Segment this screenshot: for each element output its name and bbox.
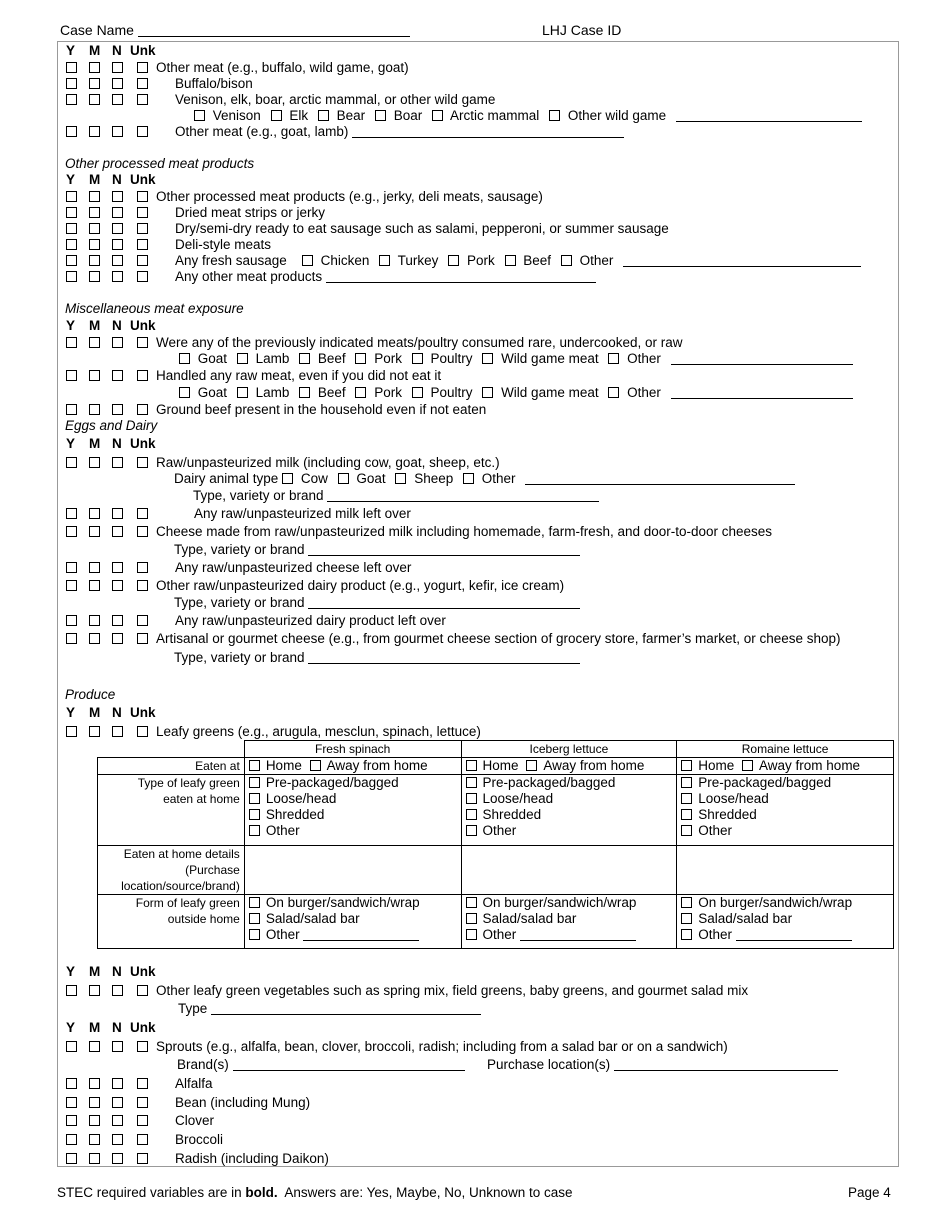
maybe-checkbox[interactable] bbox=[89, 615, 100, 626]
other-form-field[interactable] bbox=[303, 928, 419, 941]
venison-question: Venison, elk, boar, arctic mammal, or other wild game bbox=[175, 92, 496, 107]
sprout-broccoli: Broccoli bbox=[175, 1132, 224, 1147]
unk-checkbox[interactable] bbox=[137, 615, 148, 626]
no-checkbox[interactable] bbox=[112, 255, 123, 266]
maybe-checkbox[interactable] bbox=[89, 580, 100, 591]
pork-checkbox[interactable] bbox=[355, 387, 366, 398]
maybe-checkbox[interactable] bbox=[89, 1115, 100, 1126]
handled-raw-meat-question: Handled any raw meat, even if you did not eat it bbox=[156, 368, 442, 383]
maybe-checkbox[interactable] bbox=[89, 1097, 100, 1108]
maybe-checkbox[interactable] bbox=[89, 255, 100, 266]
other-meat-checkbox[interactable] bbox=[608, 353, 619, 364]
loose-head-checkbox[interactable] bbox=[466, 793, 477, 804]
dairy-animal-type: Dairy animal type Cow Goat Sheep Other bbox=[174, 471, 795, 487]
section-title-misc: Miscellaneous meat exposure bbox=[65, 301, 244, 316]
maybe-checkbox[interactable] bbox=[89, 562, 100, 573]
bear-checkbox[interactable] bbox=[318, 110, 329, 121]
other-leafy-type: Type bbox=[178, 1001, 481, 1017]
unk-checkbox[interactable] bbox=[137, 126, 148, 137]
dried-meat-question: Dried meat strips or jerky bbox=[175, 205, 326, 220]
yes-checkbox[interactable] bbox=[66, 255, 77, 266]
rare-meat-question: Were any of the previously indicated meats/poultry consumed rare, undercooked, or raw bbox=[156, 335, 683, 350]
goat-checkbox[interactable] bbox=[179, 387, 190, 398]
beef-checkbox[interactable] bbox=[505, 255, 516, 266]
no-checkbox[interactable] bbox=[112, 223, 123, 234]
unk-checkbox[interactable] bbox=[137, 562, 148, 573]
form-outside-cell: On burger/sandwich/wrap Salad/salad bar Other bbox=[244, 895, 461, 949]
answer-checkboxes bbox=[66, 724, 156, 738]
no-checkbox[interactable] bbox=[112, 526, 123, 537]
maybe-checkbox[interactable] bbox=[89, 985, 100, 996]
answer-checkboxes bbox=[66, 578, 156, 592]
no-checkbox[interactable] bbox=[112, 78, 123, 89]
answer-checkboxes bbox=[66, 506, 156, 520]
raw-cheese-question: Cheese made from raw/unpasteurized milk including homemade, farm-fresh, and door-to-door cheeses bbox=[156, 524, 773, 539]
maybe-checkbox[interactable] bbox=[89, 1153, 100, 1164]
artisanal-type-brand-field[interactable] bbox=[308, 651, 580, 664]
other-meat-field[interactable] bbox=[352, 125, 624, 138]
loose-head-checkbox[interactable] bbox=[681, 793, 692, 804]
yes-checkbox[interactable] bbox=[66, 94, 77, 105]
deli-question: Deli-style meats bbox=[175, 237, 272, 252]
goat-checkbox[interactable] bbox=[338, 473, 349, 484]
answer-checkboxes bbox=[66, 455, 156, 469]
dairy-type-brand: Type, variety or brand bbox=[174, 595, 580, 611]
yes-checkbox[interactable] bbox=[66, 191, 77, 202]
unk-checkbox[interactable] bbox=[137, 457, 148, 468]
unk-checkbox[interactable] bbox=[137, 1097, 148, 1108]
boar-checkbox[interactable] bbox=[375, 110, 386, 121]
answer-checkboxes bbox=[66, 1113, 156, 1127]
unk-checkbox[interactable] bbox=[137, 271, 148, 282]
ground-beef-question: Ground beef present in the household even if not eaten bbox=[156, 402, 487, 417]
unk-checkbox[interactable] bbox=[137, 404, 148, 415]
home-checkbox[interactable] bbox=[681, 760, 692, 771]
beef-checkbox[interactable] bbox=[299, 353, 310, 364]
maybe-checkbox[interactable] bbox=[89, 1134, 100, 1145]
no-checkbox[interactable] bbox=[112, 94, 123, 105]
maybe-checkbox[interactable] bbox=[89, 370, 100, 381]
other-form-checkbox[interactable] bbox=[249, 929, 260, 940]
answer-checkboxes bbox=[66, 1076, 156, 1090]
rare-meat-options: Goat Lamb Beef Pork Poultry Wild game meat Other bbox=[179, 351, 853, 367]
answer-checkboxes bbox=[66, 1039, 156, 1053]
home-checkbox[interactable] bbox=[466, 760, 477, 771]
burger-checkbox[interactable] bbox=[466, 897, 477, 908]
no-checkbox[interactable] bbox=[112, 1078, 123, 1089]
yes-checkbox[interactable] bbox=[66, 1115, 77, 1126]
maybe-checkbox[interactable] bbox=[89, 726, 100, 737]
unk-checkbox[interactable] bbox=[137, 239, 148, 250]
home-details-cell[interactable] bbox=[677, 846, 894, 895]
yes-checkbox[interactable] bbox=[66, 1153, 77, 1164]
other-wild-game-field[interactable] bbox=[676, 109, 862, 122]
unk-checkbox[interactable] bbox=[137, 526, 148, 537]
loose-head-checkbox[interactable] bbox=[249, 793, 260, 804]
other-animal-field[interactable] bbox=[525, 472, 795, 485]
answer-checkboxes bbox=[66, 613, 156, 627]
lhj-case-id-label: LHJ Case ID bbox=[542, 22, 622, 38]
col-fresh-spinach: Fresh spinach bbox=[244, 741, 461, 758]
answer-checkboxes bbox=[66, 402, 156, 416]
home-details-cell[interactable] bbox=[244, 846, 461, 895]
maybe-checkbox[interactable] bbox=[89, 191, 100, 202]
other-wild-game-checkbox[interactable] bbox=[549, 110, 560, 121]
yes-checkbox[interactable] bbox=[66, 615, 77, 626]
sprouts-brand-purchase: Brand(s) Purchase location(s) bbox=[177, 1057, 838, 1073]
no-checkbox[interactable] bbox=[112, 239, 123, 250]
milk-type-brand-field[interactable] bbox=[327, 489, 599, 502]
unk-checkbox[interactable] bbox=[137, 1041, 148, 1052]
maybe-checkbox[interactable] bbox=[89, 337, 100, 348]
other-sausage-checkbox[interactable] bbox=[561, 255, 572, 266]
no-checkbox[interactable] bbox=[112, 508, 123, 519]
yes-checkbox[interactable] bbox=[66, 633, 77, 644]
maybe-checkbox[interactable] bbox=[89, 126, 100, 137]
unk-checkbox[interactable] bbox=[137, 78, 148, 89]
sprout-radish: Radish (including Daikon) bbox=[175, 1151, 329, 1166]
other-type-checkbox[interactable] bbox=[466, 825, 477, 836]
case-name-field[interactable] bbox=[138, 24, 410, 37]
yes-checkbox[interactable] bbox=[66, 580, 77, 591]
cheese-type-brand: Type, variety or brand bbox=[174, 542, 580, 558]
no-checkbox[interactable] bbox=[112, 1134, 123, 1145]
fresh-sausage-question: Any fresh sausage Chicken Turkey Pork Beef Other bbox=[175, 253, 861, 269]
artisanal-type-brand: Type, variety or brand bbox=[174, 650, 580, 666]
burger-checkbox[interactable] bbox=[681, 897, 692, 908]
type-home-cell: Pre-packaged/bagged Loose/head Shredded Other bbox=[677, 775, 894, 846]
maybe-checkbox[interactable] bbox=[89, 207, 100, 218]
prepackaged-checkbox[interactable] bbox=[249, 777, 260, 788]
salad-bar-checkbox[interactable] bbox=[681, 913, 692, 924]
other-form-checkbox[interactable] bbox=[681, 929, 692, 940]
row-form-outside: Form of leafy green outside home bbox=[98, 895, 245, 949]
home-details-cell[interactable] bbox=[461, 846, 677, 895]
beef-checkbox[interactable] bbox=[299, 387, 310, 398]
other-sausage-field[interactable] bbox=[623, 254, 861, 267]
turkey-checkbox[interactable] bbox=[379, 255, 390, 266]
sprout-bean: Bean (including Mung) bbox=[175, 1095, 311, 1110]
unk-checkbox[interactable] bbox=[137, 508, 148, 519]
row-eaten-at: Eaten at bbox=[98, 758, 245, 775]
maybe-checkbox[interactable] bbox=[89, 1041, 100, 1052]
maybe-checkbox[interactable] bbox=[89, 404, 100, 415]
pork-checkbox[interactable] bbox=[448, 255, 459, 266]
goat-checkbox[interactable] bbox=[179, 353, 190, 364]
answer-checkboxes bbox=[66, 76, 156, 90]
answer-checkboxes bbox=[66, 221, 156, 235]
any-other-meat-question: Any other meat products bbox=[175, 269, 596, 285]
maybe-checkbox[interactable] bbox=[89, 94, 100, 105]
other-leafy-question: Other leafy green vegetables such as spring mix, field greens, baby greens, and gourmet salad mix bbox=[156, 983, 749, 998]
answer-checkboxes bbox=[66, 335, 156, 349]
case-name-label: Case Name bbox=[60, 22, 410, 38]
artisanal-cheese-question: Artisanal or gourmet cheese (e.g., from gourmet cheese section of grocery store, farmer’s market, or cheese shop) bbox=[156, 631, 841, 646]
unk-checkbox[interactable] bbox=[137, 337, 148, 348]
answer-checkboxes bbox=[66, 205, 156, 219]
answer-checkboxes bbox=[66, 1151, 156, 1165]
unk-checkbox[interactable] bbox=[137, 633, 148, 644]
other-leafy-type-field[interactable] bbox=[211, 1002, 481, 1015]
answer-checkboxes bbox=[66, 368, 156, 382]
yes-checkbox[interactable] bbox=[66, 526, 77, 537]
unk-checkbox[interactable] bbox=[137, 191, 148, 202]
unk-checkbox[interactable] bbox=[137, 1115, 148, 1126]
other-type-checkbox[interactable] bbox=[681, 825, 692, 836]
unk-checkbox[interactable] bbox=[137, 223, 148, 234]
shredded-checkbox[interactable] bbox=[466, 809, 477, 820]
yes-checkbox[interactable] bbox=[66, 508, 77, 519]
maybe-checkbox[interactable] bbox=[89, 633, 100, 644]
yes-checkbox[interactable] bbox=[66, 1078, 77, 1089]
no-checkbox[interactable] bbox=[112, 191, 123, 202]
other-rare-meat-field[interactable] bbox=[671, 352, 853, 365]
yes-checkbox[interactable] bbox=[66, 1097, 77, 1108]
answer-checkboxes bbox=[66, 1095, 156, 1109]
other-meat-goat-question: Other meat (e.g., goat, lamb) bbox=[175, 124, 624, 140]
salad-bar-checkbox[interactable] bbox=[249, 913, 260, 924]
maybe-checkbox[interactable] bbox=[89, 271, 100, 282]
no-checkbox[interactable] bbox=[112, 1097, 123, 1108]
answer-checkboxes bbox=[66, 1132, 156, 1146]
other-form-field[interactable] bbox=[520, 928, 636, 941]
yes-checkbox[interactable] bbox=[66, 223, 77, 234]
pork-checkbox[interactable] bbox=[355, 353, 366, 364]
no-checkbox[interactable] bbox=[112, 562, 123, 573]
yes-checkbox[interactable] bbox=[66, 457, 77, 468]
any-other-meat-field[interactable] bbox=[326, 270, 596, 283]
yes-checkbox[interactable] bbox=[66, 78, 77, 89]
dairy-left-over-question: Any raw/unpasteurized dairy product left over bbox=[175, 613, 446, 628]
answer-checkboxes bbox=[66, 983, 156, 997]
cow-checkbox[interactable] bbox=[282, 473, 293, 484]
yes-checkbox[interactable] bbox=[66, 207, 77, 218]
arctic-mammal-checkbox[interactable] bbox=[432, 110, 443, 121]
prepackaged-checkbox[interactable] bbox=[466, 777, 477, 788]
eaten-at-cell: Home Away from home bbox=[461, 758, 677, 775]
away-checkbox[interactable] bbox=[310, 760, 321, 771]
unk-checkbox[interactable] bbox=[137, 207, 148, 218]
milk-type-brand: Type, variety or brand bbox=[193, 488, 599, 504]
cheese-type-brand-field[interactable] bbox=[308, 543, 580, 556]
answer-checkboxes bbox=[66, 631, 156, 645]
other-form-checkbox[interactable] bbox=[466, 929, 477, 940]
other-animal-checkbox[interactable] bbox=[463, 473, 474, 484]
unk-checkbox[interactable] bbox=[137, 94, 148, 105]
brands-field[interactable] bbox=[233, 1058, 465, 1071]
other-form-field[interactable] bbox=[736, 928, 852, 941]
answer-checkboxes bbox=[66, 189, 156, 203]
unk-checkbox[interactable] bbox=[137, 370, 148, 381]
sprout-alfalfa: Alfalfa bbox=[175, 1076, 213, 1091]
no-checkbox[interactable] bbox=[112, 615, 123, 626]
maybe-checkbox[interactable] bbox=[89, 62, 100, 73]
sheep-checkbox[interactable] bbox=[395, 473, 406, 484]
table-corner bbox=[98, 741, 245, 758]
lamb-checkbox[interactable] bbox=[237, 353, 248, 364]
shredded-checkbox[interactable] bbox=[249, 809, 260, 820]
eaten-at-cell: Home Away from home bbox=[244, 758, 461, 775]
no-checkbox[interactable] bbox=[112, 370, 123, 381]
chicken-checkbox[interactable] bbox=[302, 255, 313, 266]
answer-checkboxes bbox=[66, 524, 156, 538]
other-meat-question: Other meat (e.g., buffalo, wild game, goat) bbox=[156, 60, 409, 75]
venison-checkbox[interactable] bbox=[194, 110, 205, 121]
maybe-checkbox[interactable] bbox=[89, 239, 100, 250]
elk-checkbox[interactable] bbox=[271, 110, 282, 121]
yes-checkbox[interactable] bbox=[66, 337, 77, 348]
lamb-checkbox[interactable] bbox=[237, 387, 248, 398]
dry-sausage-question: Dry/semi-dry ready to eat sausage such as salami, pepperoni, or summer sausage bbox=[175, 221, 669, 236]
footer-note: STEC required variables are in bold. Answers are: Yes, Maybe, No, Unknown to case bbox=[57, 1185, 573, 1200]
type-home-cell: Pre-packaged/bagged Loose/head Shredded Other bbox=[244, 775, 461, 846]
unk-checkbox[interactable] bbox=[137, 985, 148, 996]
unk-checkbox[interactable] bbox=[137, 1134, 148, 1145]
maybe-checkbox[interactable] bbox=[89, 457, 100, 468]
type-home-cell: Pre-packaged/bagged Loose/head Shredded Other bbox=[461, 775, 677, 846]
unk-checkbox[interactable] bbox=[137, 1078, 148, 1089]
dairy-type-brand-field[interactable] bbox=[308, 596, 580, 609]
yes-checkbox[interactable] bbox=[66, 271, 77, 282]
answer-checkboxes bbox=[66, 124, 156, 138]
poultry-checkbox[interactable] bbox=[412, 353, 423, 364]
unk-checkbox[interactable] bbox=[137, 580, 148, 591]
away-checkbox[interactable] bbox=[526, 760, 537, 771]
leafy-greens-table bbox=[97, 740, 894, 949]
no-checkbox[interactable] bbox=[112, 271, 123, 282]
salad-bar-checkbox[interactable] bbox=[466, 913, 477, 924]
no-checkbox[interactable] bbox=[112, 207, 123, 218]
other-type-checkbox[interactable] bbox=[249, 825, 260, 836]
burger-checkbox[interactable] bbox=[249, 897, 260, 908]
row-type-home: Type of leafy green eaten at home bbox=[98, 775, 245, 846]
row-home-details: Eaten at home details (Purchase location/source/brand) bbox=[98, 846, 245, 895]
no-checkbox[interactable] bbox=[112, 337, 123, 348]
maybe-checkbox[interactable] bbox=[89, 78, 100, 89]
maybe-checkbox[interactable] bbox=[89, 508, 100, 519]
wild-game-meat-checkbox[interactable] bbox=[482, 353, 493, 364]
leafy-greens-question: Leafy greens (e.g., arugula, mesclun, spinach, lettuce) bbox=[156, 724, 481, 739]
yes-checkbox[interactable] bbox=[66, 1134, 77, 1145]
other-meat-checkbox[interactable] bbox=[608, 387, 619, 398]
no-checkbox[interactable] bbox=[112, 1115, 123, 1126]
yes-checkbox[interactable] bbox=[66, 239, 77, 250]
maybe-checkbox[interactable] bbox=[89, 1078, 100, 1089]
no-checkbox[interactable] bbox=[112, 580, 123, 591]
other-dairy-question: Other raw/unpasteurized dairy product (e.g., yogurt, kefir, ice cream) bbox=[156, 578, 565, 593]
buffalo-question: Buffalo/bison bbox=[175, 76, 253, 91]
handled-meat-options: Goat Lamb Beef Pork Poultry Wild game meat Other bbox=[179, 385, 853, 401]
answer-checkboxes bbox=[66, 560, 156, 574]
no-checkbox[interactable] bbox=[112, 126, 123, 137]
maybe-checkbox[interactable] bbox=[89, 526, 100, 537]
yes-checkbox[interactable] bbox=[66, 404, 77, 415]
poultry-checkbox[interactable] bbox=[412, 387, 423, 398]
unk-checkbox[interactable] bbox=[137, 726, 148, 737]
raw-milk-question: Raw/unpasteurized milk (including cow, goat, sheep, etc.) bbox=[156, 455, 500, 470]
no-checkbox[interactable] bbox=[112, 457, 123, 468]
section-title-processed: Other processed meat products bbox=[65, 156, 255, 171]
no-checkbox[interactable] bbox=[112, 1041, 123, 1052]
answer-checkboxes bbox=[66, 253, 156, 267]
answer-checkboxes bbox=[66, 237, 156, 251]
answer-checkboxes bbox=[66, 60, 156, 74]
unk-checkbox[interactable] bbox=[137, 62, 148, 73]
form-outside-cell: On burger/sandwich/wrap Salad/salad bar Other bbox=[677, 895, 894, 949]
no-checkbox[interactable] bbox=[112, 1153, 123, 1164]
no-checkbox[interactable] bbox=[112, 726, 123, 737]
section-title-produce: Produce bbox=[65, 687, 116, 702]
home-checkbox[interactable] bbox=[249, 760, 260, 771]
no-checkbox[interactable] bbox=[112, 985, 123, 996]
yes-checkbox[interactable] bbox=[66, 985, 77, 996]
eaten-at-cell: Home Away from home bbox=[677, 758, 894, 775]
prepackaged-checkbox[interactable] bbox=[681, 777, 692, 788]
cheese-left-over-question: Any raw/unpasteurized cheese left over bbox=[175, 560, 412, 575]
sprouts-question: Sprouts (e.g., alfalfa, bean, clover, broccoli, radish; including from a salad bar or on a sandwich) bbox=[156, 1039, 728, 1054]
col-romaine-lettuce: Romaine lettuce bbox=[677, 741, 894, 758]
wild-game-meat-checkbox[interactable] bbox=[482, 387, 493, 398]
yes-checkbox[interactable] bbox=[66, 62, 77, 73]
unk-checkbox[interactable] bbox=[137, 1153, 148, 1164]
purchase-location-field[interactable] bbox=[614, 1058, 838, 1071]
wild-game-options: Venison Elk Bear Boar Arctic mammal Other wild game bbox=[194, 108, 862, 124]
no-checkbox[interactable] bbox=[112, 633, 123, 644]
no-checkbox[interactable] bbox=[112, 62, 123, 73]
answer-checkboxes bbox=[66, 92, 156, 106]
milk-left-over-question: Any raw/unpasteurized milk left over bbox=[194, 506, 411, 521]
yes-checkbox[interactable] bbox=[66, 126, 77, 137]
yes-checkbox[interactable] bbox=[66, 1041, 77, 1052]
section-title-dairy: Eggs and Dairy bbox=[65, 418, 158, 433]
yes-checkbox[interactable] bbox=[66, 370, 77, 381]
shredded-checkbox[interactable] bbox=[681, 809, 692, 820]
yes-checkbox[interactable] bbox=[66, 562, 77, 573]
sprout-clover: Clover bbox=[175, 1113, 215, 1128]
other-handled-meat-field[interactable] bbox=[671, 386, 853, 399]
processed-main-question: Other processed meat products (e.g., jerky, deli meats, sausage) bbox=[156, 189, 543, 204]
maybe-checkbox[interactable] bbox=[89, 223, 100, 234]
no-checkbox[interactable] bbox=[112, 404, 123, 415]
unk-checkbox[interactable] bbox=[137, 255, 148, 266]
page-number: Page 4 bbox=[848, 1185, 891, 1200]
yes-checkbox[interactable] bbox=[66, 726, 77, 737]
col-iceberg-lettuce: Iceberg lettuce bbox=[461, 741, 677, 758]
away-checkbox[interactable] bbox=[742, 760, 753, 771]
form-outside-cell: On burger/sandwich/wrap Salad/salad bar Other bbox=[461, 895, 677, 949]
answer-checkboxes bbox=[66, 269, 156, 283]
